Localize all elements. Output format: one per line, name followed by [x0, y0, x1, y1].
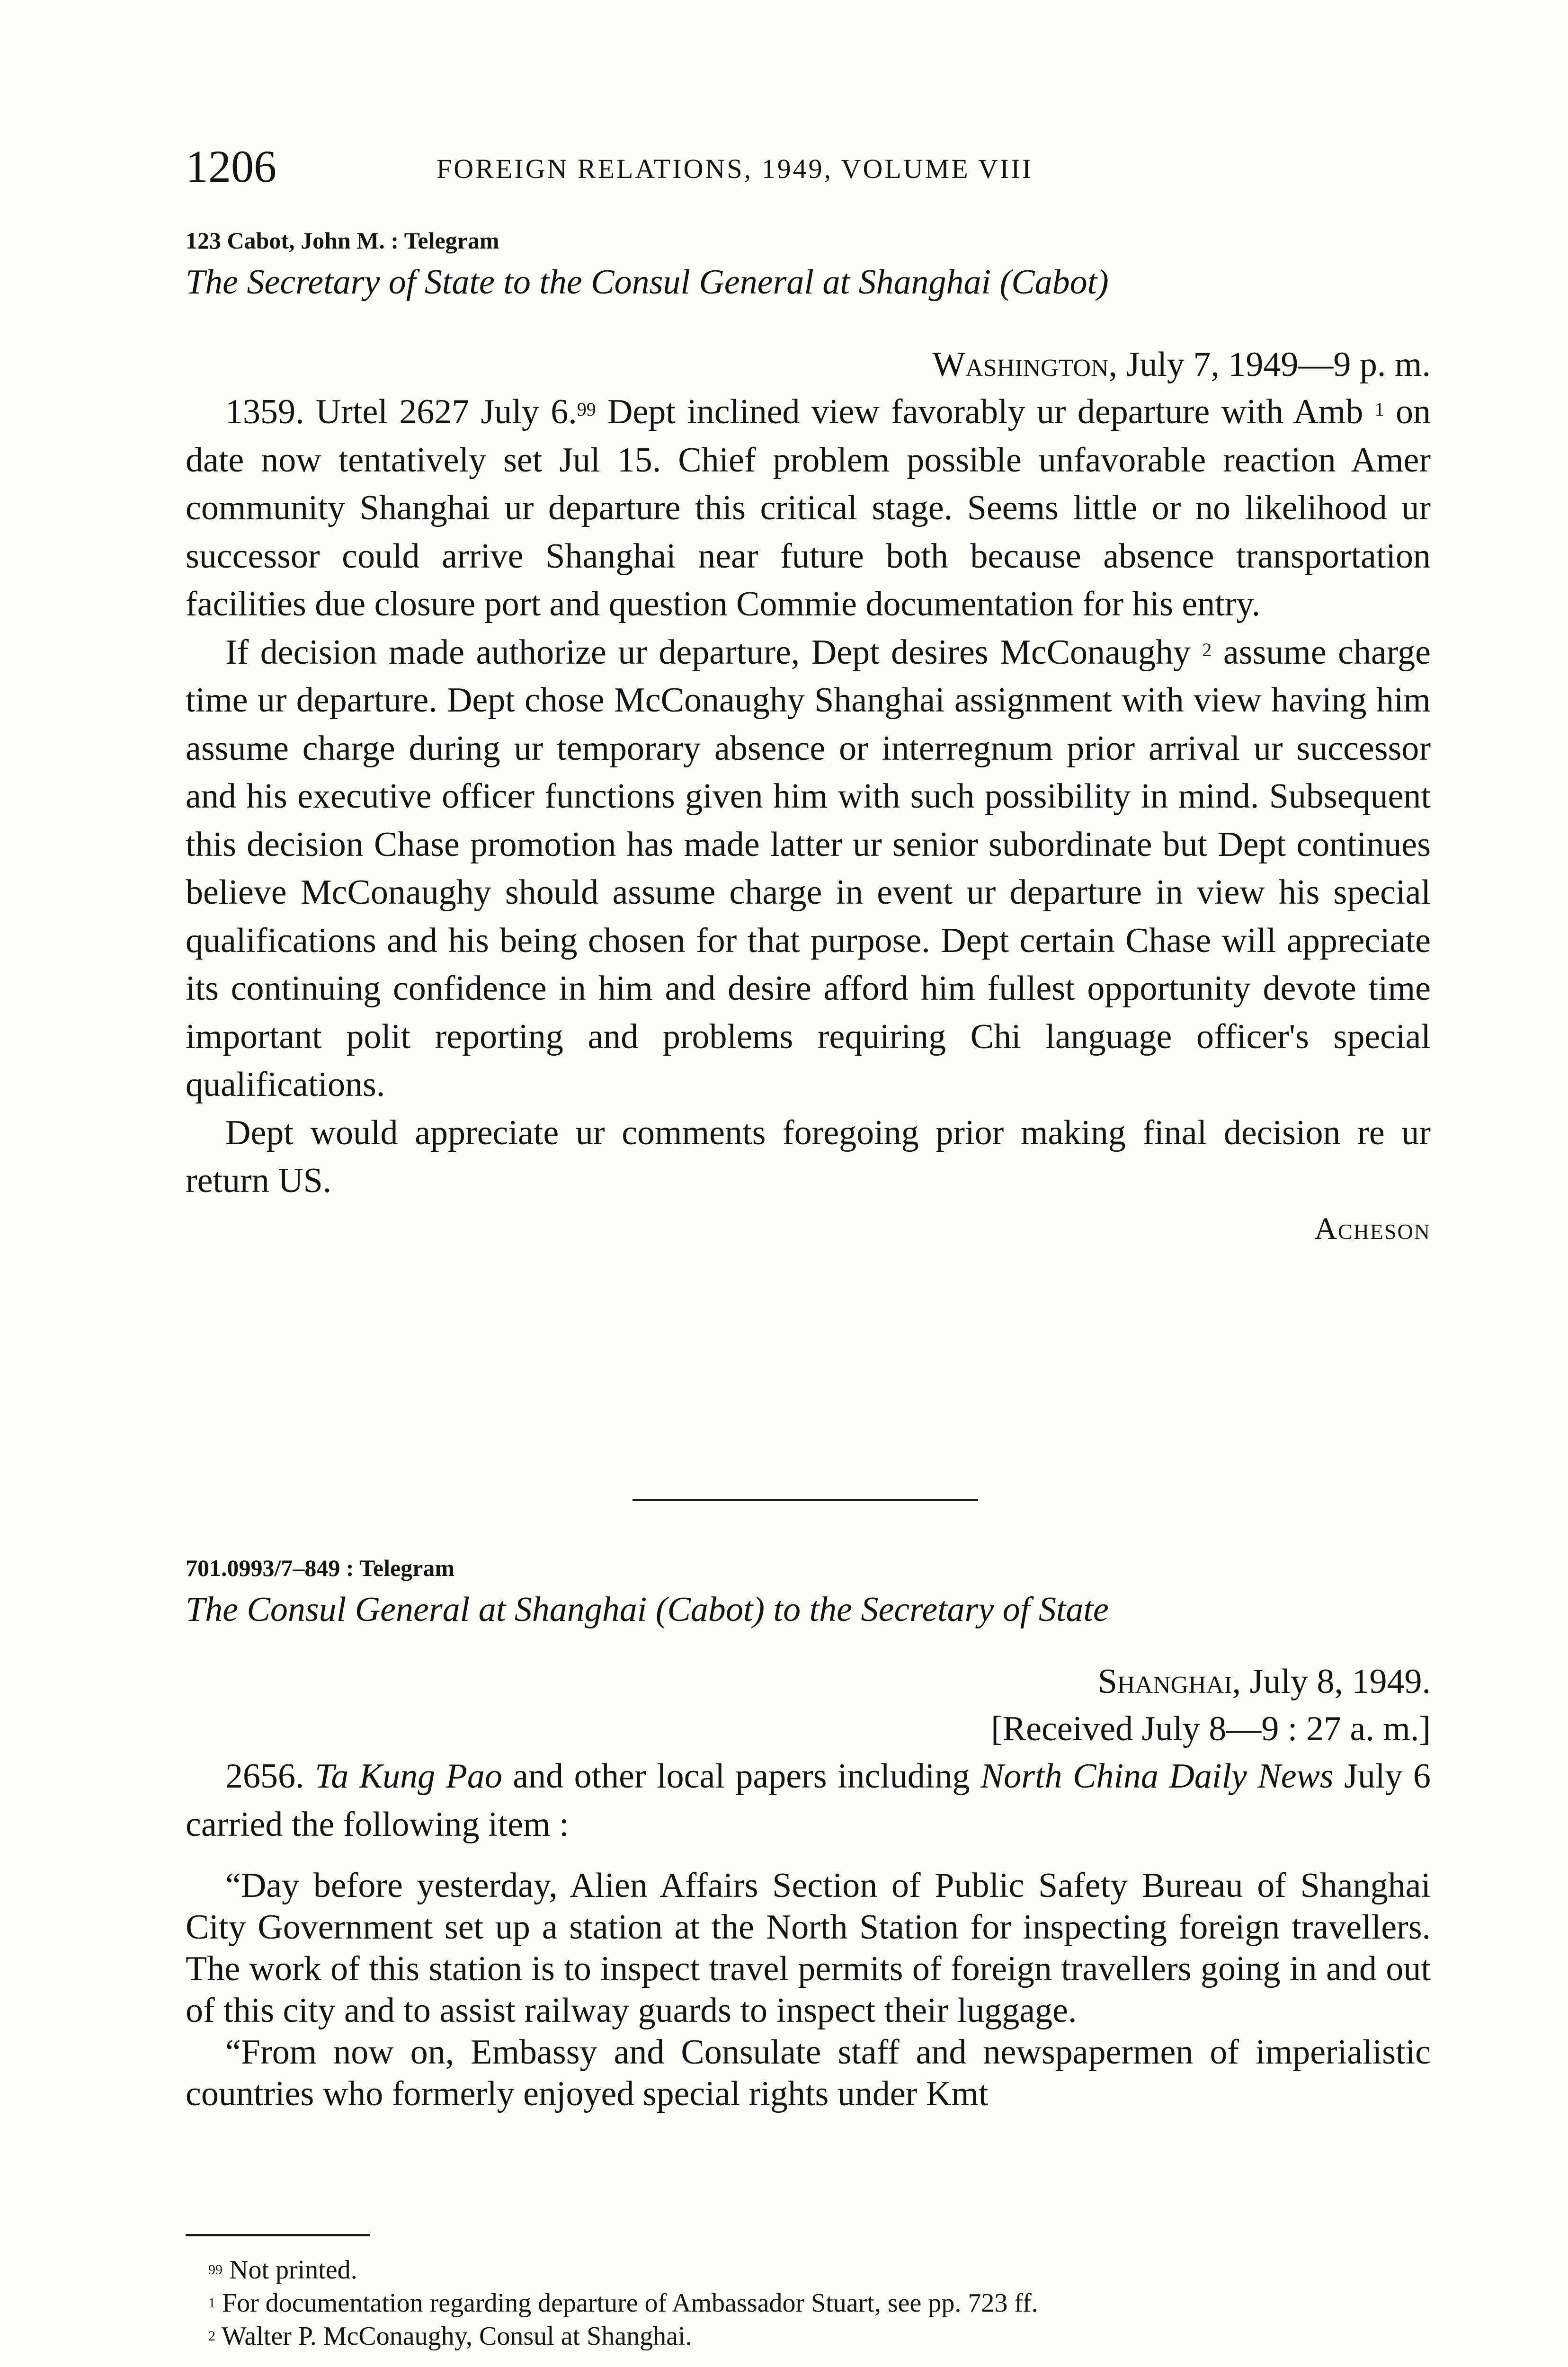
quoted-paragraph: “From now on, Embassy and Consulate staff and newspapermen of imperialistic countries who formerly enjoyed special rights under Kmt — [186, 2033, 1431, 2113]
quoted-paragraph: “Day before yesterday, Alien Affairs Section of Public Safety Bureau of Shanghai City Government set up a station at the North Station for inspecting foreign travellers. The work of this station is to inspect travel permits of foreign travellers going in and out of this city and to assist railway guards to inspect their luggage. — [186, 1866, 1431, 2030]
paragraph — [186, 1753, 1431, 1849]
section-divider — [633, 1499, 978, 1501]
text-run: July 6 carried the following item : — [186, 1757, 1431, 1844]
signature: Acheson — [1314, 1211, 1431, 1246]
footnote — [208, 2320, 1439, 2353]
footnote-ref: 99 — [577, 399, 596, 420]
dateline-date: July 8, 1949. — [1249, 1662, 1431, 1701]
document-title: The Consul General at Shanghai (Cabot) to the Secretary of State — [186, 1590, 1109, 1629]
text-run: 1359. Urtel 2627 July 6. — [225, 392, 577, 431]
footnote — [208, 2287, 1439, 2320]
footnote-mark: 2 — [208, 2328, 215, 2344]
received-note: [Received July 8—9 : 27 a. m.] — [991, 1709, 1431, 1748]
text-run: assume charge time ur departure. Dept chose McConaughy Shanghai assignment with view having him assume charge during ur temporary absence or interregnum prior arrival ur successor and his executive officer functions given him with such possibility in mind. Subsequent this decision Chase promotion has made latter ur senior subordinate but Dept continues believe McConaughy should assume charge in event ur departure in view his special qualifications and his being chosen for that purpose. Dept certain Chase will appreciate its continuing confidence in him and desire afford him fullest opportunity devote time important polit reporting and problems requiring Chi language officer's special qualifications. — [186, 632, 1431, 1104]
footnote-ref: 1 — [1374, 399, 1384, 420]
document-title: The Secretary of State to the Consul General at Shanghai (Cabot) — [186, 263, 1109, 302]
file-reference: 701.0993/7–849 : Telegram — [186, 1555, 455, 1581]
paragraph — [186, 629, 1431, 1109]
page-number: 1206 — [186, 141, 276, 192]
footnote-ref: 2 — [1202, 639, 1212, 660]
footnote-mark: 1 — [208, 2295, 215, 2311]
footnote-rule — [186, 2234, 370, 2236]
file-reference: 123 Cabot, John M. : Telegram — [186, 227, 499, 254]
newspaper-name: Ta Kung Pao — [314, 1757, 502, 1796]
paragraph — [186, 388, 1431, 629]
footnotes — [208, 2253, 1439, 2353]
text-run: Dept inclined view favorably ur departure with Amb — [596, 392, 1375, 431]
paragraph: Dept would appreciate ur comments foregoing prior making final decision re ur return US. — [186, 1113, 1431, 1200]
footnote — [208, 2253, 1439, 2287]
footnote-mark: 99 — [208, 2262, 223, 2278]
footnote-text: Walter P. McConaughy, Consul at Shanghai. — [215, 2322, 692, 2351]
text-run: and other local papers including — [502, 1757, 980, 1796]
dateline-date: July 7, 1949—9 p. m. — [1126, 345, 1431, 384]
document-1 — [186, 225, 1431, 1253]
running-title: FOREIGN RELATIONS, 1949, VOLUME VIII — [437, 153, 1033, 184]
page-header — [186, 138, 1431, 195]
document-2 — [186, 1553, 1431, 2115]
text-run: on date now tentatively set Jul 15. Chief problem possible unfavorable reaction Amer community Shanghai ur departure this critical stage. Seems little or no likelihood ur successor could arrive Shanghai near future both because absence transportation facilities due closure port and question Commie documentation for his entry. — [186, 392, 1431, 623]
dateline — [186, 341, 1431, 388]
dateline — [186, 1658, 1431, 1705]
text-run: If decision made authorize ur departure, Dept desires McConaughy — [225, 632, 1203, 672]
dateline-place: Washington, — [932, 345, 1118, 384]
footnote-text: Not printed. — [223, 2255, 357, 2285]
dateline-place: Shanghai, — [1097, 1662, 1241, 1701]
newspaper-name: North China Daily News — [980, 1757, 1334, 1796]
text-run: 2656. — [225, 1757, 315, 1796]
footnote-text: For documentation regarding departure of Ambassador Stuart, see pp. 723 ff. — [215, 2288, 1038, 2318]
